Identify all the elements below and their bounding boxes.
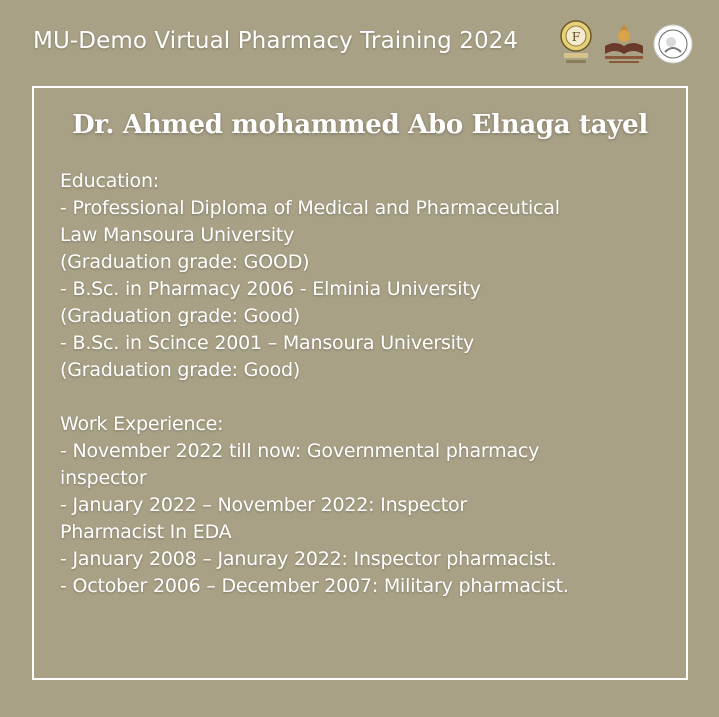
book-emblem-icon xyxy=(601,22,647,66)
profile-name: Dr. Ahmed mohammed Abo Elnaga tayel xyxy=(72,110,648,140)
work-heading: Work Experience: xyxy=(60,413,224,435)
work-line: Pharmacist In EDA xyxy=(60,521,232,543)
education-line: Law Mansoura University xyxy=(60,224,295,246)
work-line: - November 2022 till now: Governmental pharmacy xyxy=(60,440,540,462)
education-line: (Graduation grade: Good) xyxy=(60,359,301,381)
work-line: - October 2006 – December 2007: Military pharmacist. xyxy=(60,575,569,597)
profile-bio xyxy=(60,168,660,600)
work-line: inspector xyxy=(60,467,147,489)
profile-card xyxy=(32,86,688,680)
section-spacer xyxy=(60,384,660,411)
page-title: MU-Demo Virtual Pharmacy Training 2024 xyxy=(33,28,519,54)
logo-group xyxy=(556,18,696,72)
pharmacy-emblem-icon xyxy=(653,24,693,64)
education-line: - B.Sc. in Pharmacy 2006 - Elminia University xyxy=(60,278,481,300)
work-line: - January 2022 – November 2022: Inspector xyxy=(60,494,467,516)
work-line: - January 2008 – Januray 2022: Inspector pharmacist. xyxy=(60,548,557,570)
education-line: (Graduation grade: GOOD) xyxy=(60,251,310,273)
education-line: - B.Sc. in Scince 2001 – Mansoura University xyxy=(60,332,475,354)
university-seal-icon xyxy=(558,18,594,68)
svg-text:F: F xyxy=(571,30,581,44)
education-line: - Professional Diploma of Medical and Pharmaceutical xyxy=(60,197,560,219)
education-line: (Graduation grade: Good) xyxy=(60,305,301,327)
education-heading: Education: xyxy=(60,170,159,192)
